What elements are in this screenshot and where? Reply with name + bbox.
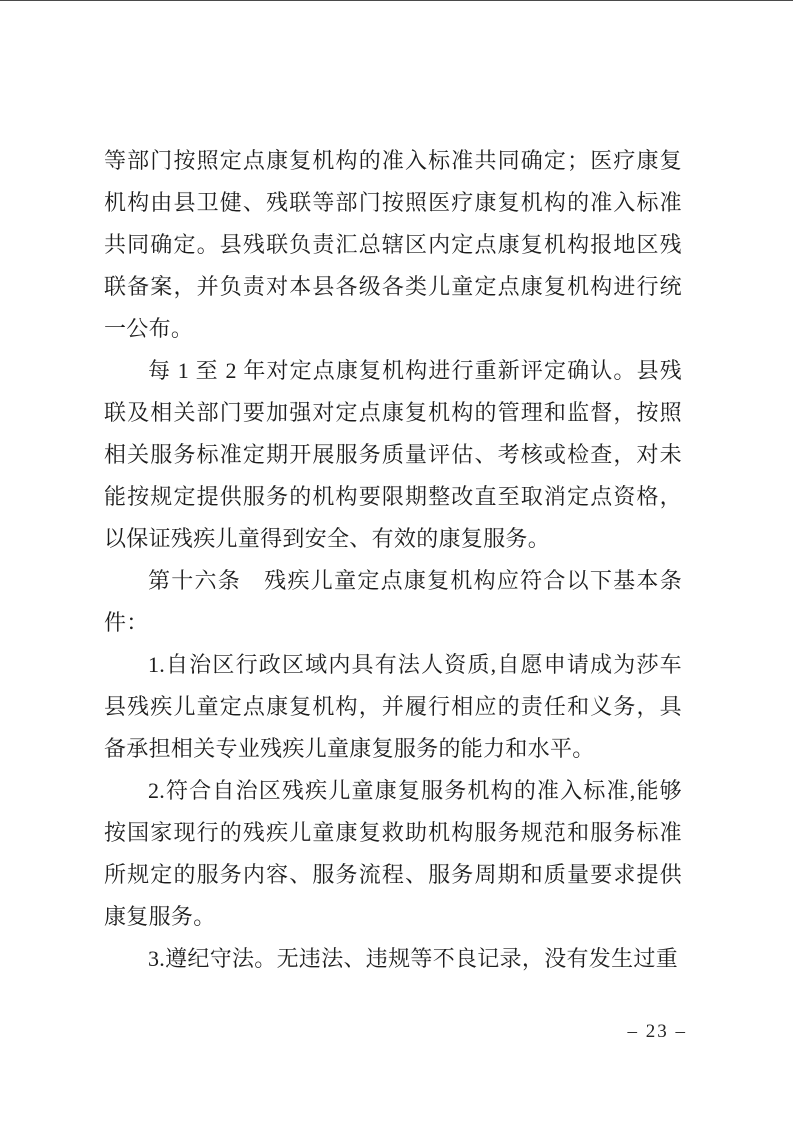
paragraph-condition-1: 1.自治区行政区域内具有法人资质,自愿申请成为莎车县残疾儿童定点康复机构，并履行相应的责任和义务，具备承担相关专业残疾儿童康复服务的能力和水平。 — [104, 652, 682, 761]
page-number: – 23 – — [627, 1021, 687, 1042]
paragraph-condition-2: 2.符合自治区残疾儿童康复服务机构的准入标准,能够按国家现行的残疾儿童康复救助机构服务规范和服务标准所规定的服务内容、服务流程、服务周期和质量要求提供康复服务。 — [104, 778, 682, 929]
paragraph-review-cycle: 每 1 至 2 年对定点康复机构进行重新评定确认。县残联及相关部门要加强对定点康复机构的管理和监督，按照相关服务标准定期开展服务质量评估、考核或检查，对未能按规定提供服务的机构要限期整改直至取消定点资格，以保证残疾儿童得到安全、有效的康复服务。 — [104, 358, 682, 551]
paragraph-article-16-heading: 第十六条 残疾儿童定点康复机构应符合以下基本条件： — [104, 568, 682, 635]
paragraph-continuation: 等部门按照定点康复机构的准入标准共同确定；医疗康复机构由县卫健、残联等部门按照医疗康复机构的准入标准共同确定。县残联负责汇总辖区内定点康复机构报地区残联备案，并负责对本县各级各类儿童定点康复机构进行统一公布。 — [104, 148, 682, 341]
document-body — [104, 140, 682, 980]
paragraph-condition-3: 3.遵纪守法。无违法、违规等不良记录，没有发生过重 — [148, 946, 679, 971]
